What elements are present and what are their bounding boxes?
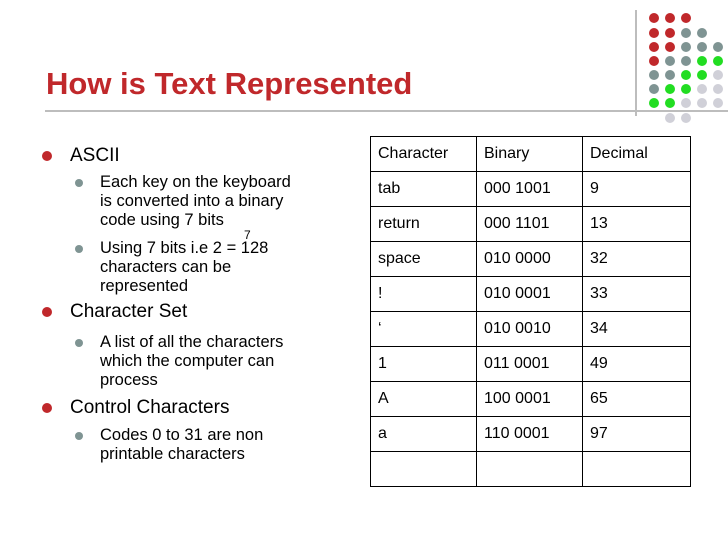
decor-dot <box>665 42 675 52</box>
decor-dot <box>649 13 659 23</box>
exponent-superscript: 7 <box>244 228 251 242</box>
cell-decimal: 13 <box>583 207 691 242</box>
table-row <box>371 207 691 242</box>
decor-dot <box>649 42 659 52</box>
decor-dot <box>697 42 707 52</box>
bullet-label: ASCII <box>70 145 120 166</box>
sub-bullet-text: Using 7 bits i.e 2 <box>100 239 222 257</box>
sub-bullet-line: represented <box>100 277 189 295</box>
cell-decimal: 32 <box>583 242 691 277</box>
sub-bullet-dot-icon <box>75 339 83 347</box>
decor-dot <box>681 56 691 66</box>
table-row <box>371 347 691 382</box>
header-binary: Binary <box>477 137 583 172</box>
table-row <box>371 242 691 277</box>
cell-character: return <box>371 207 477 242</box>
decor-dot <box>681 98 691 108</box>
cell-character: 1 <box>371 347 477 382</box>
decor-dot <box>665 70 675 80</box>
table-header-row <box>371 137 691 172</box>
sub-bullet-character-set <box>100 333 283 390</box>
cell-binary <box>477 452 583 487</box>
decor-dot <box>665 113 675 123</box>
sub-bullet-line: Each key on the keyboard <box>100 173 291 191</box>
cell-binary: 100 0001 <box>477 382 583 417</box>
decor-dot <box>665 98 675 108</box>
decor-dot <box>681 42 691 52</box>
sub-bullet-line: code using 7 bits <box>100 211 224 229</box>
sub-bullet-line: Codes 0 to 31 are non <box>100 426 264 444</box>
table-row <box>371 172 691 207</box>
sub-bullet-line: process <box>100 371 158 389</box>
cell-binary: 110 0001 <box>477 417 583 452</box>
bullet-dot-icon <box>42 151 52 161</box>
bullet-dot-icon <box>42 307 52 317</box>
decor-dot <box>697 56 707 66</box>
decor-dot <box>713 98 723 108</box>
decor-dot <box>681 70 691 80</box>
decor-dot <box>713 42 723 52</box>
table-row <box>371 417 691 452</box>
bullet-control-characters <box>70 397 229 419</box>
table-row <box>371 382 691 417</box>
bullet-label: Character Set <box>70 301 188 322</box>
table-row <box>371 277 691 312</box>
sub-bullet-dot-icon <box>75 432 83 440</box>
cell-character <box>371 452 477 487</box>
cell-decimal <box>583 452 691 487</box>
sub-bullet-line: characters can be <box>100 258 232 276</box>
decor-dot <box>697 98 707 108</box>
cell-decimal: 65 <box>583 382 691 417</box>
cell-character: tab <box>371 172 477 207</box>
decor-dot <box>681 113 691 123</box>
decor-dot <box>649 70 659 80</box>
cell-binary: 011 0001 <box>477 347 583 382</box>
decor-dot <box>649 84 659 94</box>
cell-decimal: 9 <box>583 172 691 207</box>
ascii-table <box>370 136 691 487</box>
sub-bullet-text: = 128 <box>226 239 269 257</box>
header-decimal: Decimal <box>583 137 691 172</box>
sub-bullet-dot-icon <box>75 245 83 253</box>
decor-dot <box>649 56 659 66</box>
cell-character: a <box>371 417 477 452</box>
title-underline <box>45 110 728 112</box>
sub-bullet-line: printable characters <box>100 445 245 463</box>
slide-title: How is Text Represented <box>46 66 413 101</box>
decor-dot <box>697 84 707 94</box>
sub-bullet-line: is converted into a binary <box>100 192 284 210</box>
cell-binary: 000 1101 <box>477 207 583 242</box>
decor-dot <box>649 28 659 38</box>
sub-bullet-ascii-2 <box>100 239 268 296</box>
cell-character: A <box>371 382 477 417</box>
decor-dot <box>665 13 675 23</box>
header-character: Character <box>371 137 477 172</box>
decorative-vertical-line <box>635 10 637 116</box>
decor-dot <box>665 56 675 66</box>
table-row <box>371 312 691 347</box>
cell-character: ‘ <box>371 312 477 347</box>
sub-bullet-line: which the computer can <box>100 352 275 370</box>
decor-dots <box>649 13 723 123</box>
decor-dot <box>697 70 707 80</box>
cell-character: ! <box>371 277 477 312</box>
bullet-dot-icon <box>42 403 52 413</box>
cell-binary: 010 0000 <box>477 242 583 277</box>
decor-dot <box>697 28 707 38</box>
decor-dot <box>713 84 723 94</box>
decor-dot <box>713 56 723 66</box>
table-row-empty <box>371 452 691 487</box>
cell-binary: 000 1001 <box>477 172 583 207</box>
cell-decimal: 49 <box>583 347 691 382</box>
decor-dot <box>665 28 675 38</box>
decor-dot <box>665 84 675 94</box>
cell-decimal: 34 <box>583 312 691 347</box>
cell-binary: 010 0010 <box>477 312 583 347</box>
sub-bullet-control <box>100 426 263 464</box>
decor-dot <box>713 70 723 80</box>
cell-decimal: 33 <box>583 277 691 312</box>
decor-dot <box>681 13 691 23</box>
cell-binary: 010 0001 <box>477 277 583 312</box>
cell-character: space <box>371 242 477 277</box>
sub-bullet-dot-icon <box>75 179 83 187</box>
sub-bullet-line: A list of all the characters <box>100 333 284 351</box>
bullet-ascii <box>70 145 120 167</box>
bullet-character-set <box>70 301 187 323</box>
decor-dot <box>649 98 659 108</box>
decor-dot <box>681 84 691 94</box>
sub-bullet-ascii-1 <box>100 173 291 230</box>
cell-decimal: 97 <box>583 417 691 452</box>
bullet-label: Control Characters <box>70 397 230 418</box>
decor-dot <box>681 28 691 38</box>
